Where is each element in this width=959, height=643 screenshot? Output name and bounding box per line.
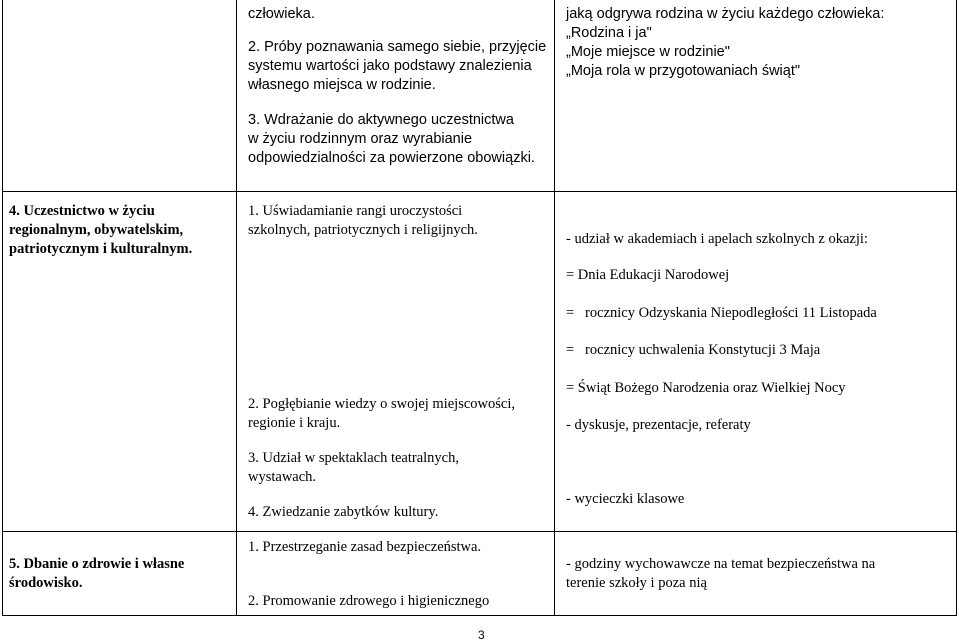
row2-col2-item-2 [248, 395, 515, 433]
row2-col2-item-3 [248, 449, 459, 487]
row1-col2-item-3 [248, 111, 535, 168]
text-line: odpowiedzialności za powierzone obowiązki. [248, 150, 535, 166]
row3-col2-item-1: 1. Przestrzeganie zasad bezpieczeństwa. [248, 539, 482, 555]
row2-col3-line: = rocznicy Odzyskania Niepodległości 11 Listopada [566, 305, 877, 321]
text-line: 3. Udział w spektaklach teatralnych, [248, 450, 459, 466]
row2-col3-line: = rocznicy uchwalenia Konstytucji 3 Maja [566, 342, 821, 358]
text-line: w życiu rodzinnym oraz wyrabianie [248, 131, 473, 147]
table-border-bottom [2, 615, 957, 616]
text-line: regionalnym, obywatelskim, [9, 222, 184, 238]
text-line: 3. Wdrażanie do aktywnego uczestnictwa [248, 112, 514, 128]
row2-col3-line: = Dnia Edukacji Narodowej [566, 267, 730, 283]
row3-col3-text [566, 555, 875, 593]
text-line: jaką odgrywa rodzina w życiu każdego człowieka: [566, 6, 885, 22]
text-line: - godziny wychowawcze na temat bezpieczeństwa na [566, 556, 876, 572]
text-line: regionie i kraju. [248, 415, 341, 431]
text-line: patriotycznym i kulturalnym. [9, 241, 193, 257]
row2-col1-heading [9, 202, 192, 259]
text-line: „Rodzina i ja" [566, 25, 652, 41]
text-line: szkolnych, patriotycznych i religijnych. [248, 222, 478, 238]
text-line: 2. Pogłębianie wiedzy o swojej miejscowości, [248, 396, 515, 412]
text-line: terenie szkoły i poza nią [566, 575, 707, 591]
column-divider-2 [554, 0, 555, 616]
text-line: systemu wartości jako podstawy znalezienia [248, 58, 532, 74]
row2-col2-item-1 [248, 202, 478, 240]
text-line: 5. Dbanie o zdrowie i własne [9, 556, 185, 572]
table-border-right [956, 0, 957, 616]
row2-col2-item-4: 4. Zwiedzanie zabytków kultury. [248, 504, 439, 520]
row2-col3-line: - udział w akademiach i apelach szkolnych z okazji: [566, 231, 868, 247]
table-border-left [2, 0, 3, 616]
row2-col3-line: - dyskusje, prezentacje, referaty [566, 417, 751, 433]
text-line: „Moja rola w przygotowaniach świąt" [566, 63, 801, 79]
text-line: wystawach. [248, 469, 317, 485]
row-divider-1 [2, 191, 957, 192]
text-line: 2. Próby poznawania samego siebie, przyjęcie [248, 39, 547, 55]
row2-col3-line: - wycieczki klasowe [566, 491, 685, 507]
row-divider-2 [2, 531, 957, 532]
text-line: środowisko. [9, 575, 83, 591]
row3-col2-item-2: 2. Promowanie zdrowego i higienicznego [248, 593, 490, 609]
text-line: 1. Uświadamianie rangi uroczystości [248, 203, 463, 219]
row2-col3-line: = Świąt Bożego Narodzenia oraz Wielkiej Nocy [566, 380, 846, 396]
row1-col2-item-2 [248, 38, 546, 95]
page-number: 3 [478, 628, 485, 642]
text-line: „Moje miejsce w rodzinie" [566, 44, 730, 60]
row1-col2-line: człowieka. [248, 6, 315, 22]
column-divider-1 [236, 0, 237, 616]
text-line: własnego miejsca w rodzinie. [248, 77, 436, 93]
row1-col3-text [566, 5, 884, 81]
row3-col1-heading [9, 555, 184, 593]
text-line: 4. Uczestnictwo w życiu [9, 203, 155, 219]
